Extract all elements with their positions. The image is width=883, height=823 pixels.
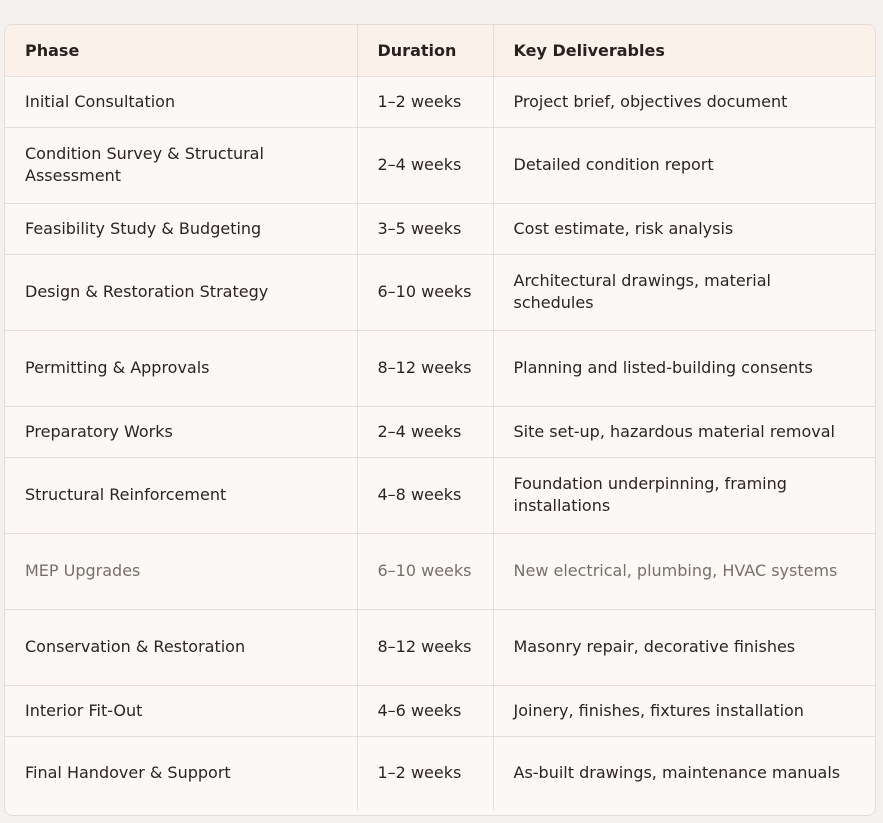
phases-table bbox=[5, 25, 875, 810]
cell-phase: Condition Survey & Structural Assessment bbox=[5, 127, 357, 203]
cell-deliverables: Cost estimate, risk analysis bbox=[493, 203, 875, 254]
header-duration: Duration bbox=[357, 25, 493, 76]
cell-deliverables: Masonry repair, decorative finishes bbox=[493, 609, 875, 685]
cell-deliverables: Foundation underpinning, framing installations bbox=[493, 457, 875, 533]
table-row bbox=[5, 533, 875, 609]
cell-duration: 4–6 weeks bbox=[357, 685, 493, 736]
table-row bbox=[5, 254, 875, 330]
cell-deliverables: Site set-up, hazardous material removal bbox=[493, 406, 875, 457]
cell-phase: Conservation & Restoration bbox=[5, 609, 357, 685]
cell-duration: 4–8 weeks bbox=[357, 457, 493, 533]
table-row bbox=[5, 609, 875, 685]
cell-duration: 2–4 weeks bbox=[357, 127, 493, 203]
cell-phase: Final Handover & Support bbox=[25, 763, 231, 783]
cell-phase: MEP Upgrades bbox=[5, 533, 357, 609]
table-row bbox=[5, 457, 875, 533]
table-row bbox=[5, 203, 875, 254]
table-row bbox=[5, 76, 875, 127]
cell-phase: Feasibility Study & Budgeting bbox=[5, 203, 357, 254]
header-phase: Phase bbox=[5, 25, 357, 76]
cell-phase: Initial Consultation bbox=[5, 76, 357, 127]
table-row bbox=[5, 406, 875, 457]
cell-phase: Preparatory Works bbox=[5, 406, 357, 457]
table-row bbox=[5, 736, 875, 810]
cell-phase: Design & Restoration Strategy bbox=[5, 254, 357, 330]
cell-duration: 1–2 weeks bbox=[357, 736, 493, 810]
cell-phase: Permitting & Approvals bbox=[5, 330, 357, 406]
phases-table-container bbox=[4, 24, 876, 816]
cell-phase: Structural Reinforcement bbox=[5, 457, 357, 533]
table-row bbox=[5, 127, 875, 203]
table-row bbox=[5, 330, 875, 406]
cell-deliverables: Project brief, objectives document bbox=[493, 76, 875, 127]
table-row bbox=[5, 685, 875, 736]
table-header-row bbox=[5, 25, 875, 76]
cell-deliverables: Planning and listed-building consents bbox=[493, 330, 875, 406]
cell-duration: 2–4 weeks bbox=[357, 406, 493, 457]
cell-duration: 3–5 weeks bbox=[357, 203, 493, 254]
cell-deliverables: Detailed condition report bbox=[493, 127, 875, 203]
cell-deliverables: Architectural drawings, material schedules bbox=[493, 254, 875, 330]
cell-duration: 6–10 weeks bbox=[357, 254, 493, 330]
cell-deliverables: Joinery, finishes, fixtures installation bbox=[493, 685, 875, 736]
cell-duration: 1–2 weeks bbox=[357, 76, 493, 127]
cell-duration: 6–10 weeks bbox=[357, 533, 493, 609]
cell-phase: Interior Fit-Out bbox=[5, 685, 357, 736]
cell-deliverables: As-built drawings, maintenance manuals bbox=[493, 736, 875, 810]
header-deliverables: Key Deliverables bbox=[493, 25, 875, 76]
cell-duration: 8–12 weeks bbox=[357, 609, 493, 685]
cell-duration: 8–12 weeks bbox=[357, 330, 493, 406]
cell-deliverables: New electrical, plumbing, HVAC systems bbox=[493, 533, 875, 609]
